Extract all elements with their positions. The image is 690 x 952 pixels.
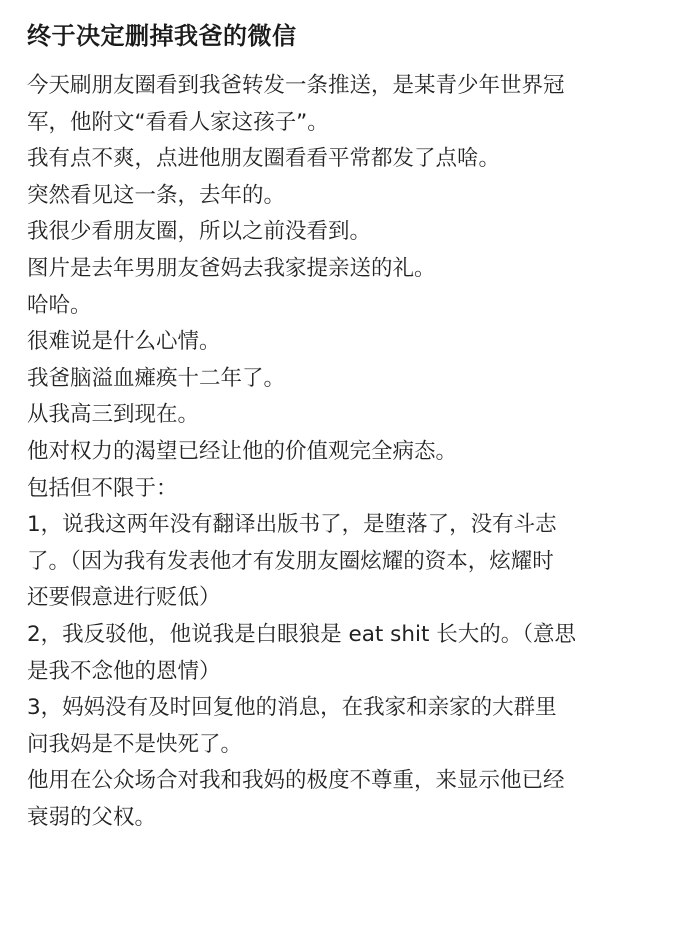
post-line: 包括但不限于： <box>27 475 178 501</box>
post-line: 还要假意进行贬低） <box>27 585 221 611</box>
post-line: 问我妈是不是快死了。 <box>27 731 243 757</box>
post-line: 从我高三到现在。 <box>27 402 200 428</box>
post-title: 终于决定删掉我爸的微信 <box>27 22 297 50</box>
post-body <box>27 68 668 836</box>
post-line: 他用在公众场合对我和我妈的极度不尊重，来显示他已经 <box>27 768 565 794</box>
post-line: 突然看见这一条，去年的。 <box>27 182 286 208</box>
post-line: 2，我反驳他，他说我是白眼狼是 eat shit 长大的。（意思 <box>27 621 576 647</box>
post-line: 我有点不爽，点进他朋友圈看看平常都发了点啥。 <box>27 146 501 172</box>
post-line: 是我不念他的恩情） <box>27 658 221 684</box>
post-line: 了。（因为我有发表他才有发朋友圈炫耀的资本，炫耀时 <box>27 548 554 574</box>
post-line: 1，说我这两年没有翻译出版书了，是堕落了，没有斗志 <box>27 512 557 538</box>
post-line: 哈哈。 <box>27 292 92 318</box>
post-line: 图片是去年男朋友爸妈去我家提亲送的礼。 <box>27 255 436 281</box>
post-line: 我爸脑溢血瘫痪十二年了。 <box>27 365 286 391</box>
post-line: 今天刷朋友圈看到我爸转发一条推送，是某青少年世界冠 <box>27 73 565 98</box>
post-line: 我很少看朋友圈，所以之前没看到。 <box>27 219 372 245</box>
post-line: 他对权力的渴望已经让他的价值观完全病态。 <box>27 438 458 464</box>
post-line: 衰弱的父权。 <box>27 804 157 830</box>
post-line: 军，他附文“看看人家这孩子”。 <box>27 109 329 135</box>
post-line: 3，妈妈没有及时回复他的消息，在我家和亲家的大群里 <box>27 695 557 721</box>
post-line: 很难说是什么心情。 <box>27 329 221 355</box>
